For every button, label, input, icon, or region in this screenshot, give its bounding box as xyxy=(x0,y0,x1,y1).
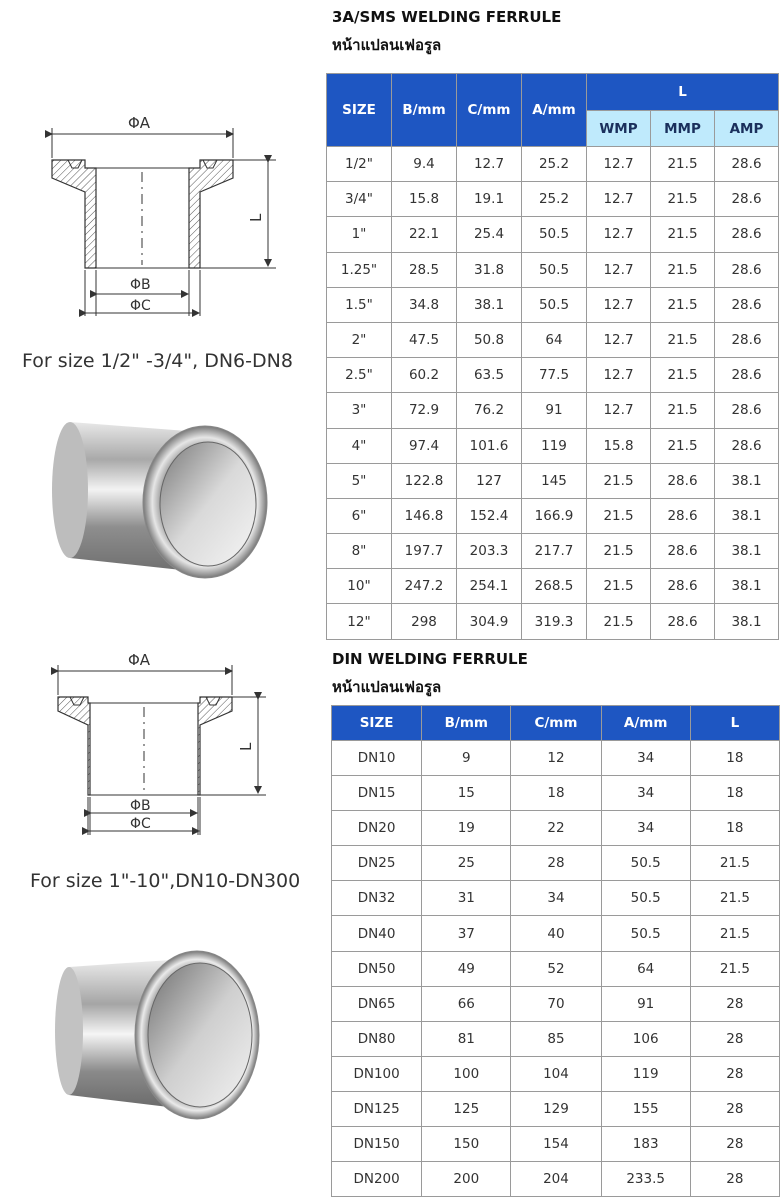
table-cell: 28.6 xyxy=(715,287,779,322)
table-cell: DN150 xyxy=(332,1127,422,1162)
table-row xyxy=(332,951,780,986)
table-row xyxy=(327,182,779,217)
table-row xyxy=(332,1021,780,1056)
table-row xyxy=(327,147,779,182)
table-cell: 28.6 xyxy=(715,322,779,357)
col-l: L xyxy=(587,74,779,111)
table-cell: 1.25" xyxy=(327,252,392,287)
col-c: C/mm xyxy=(511,706,601,741)
table-cell: DN50 xyxy=(332,951,422,986)
table-cell: 12.7 xyxy=(587,287,651,322)
table-row xyxy=(332,1091,780,1126)
table-cell: 18 xyxy=(690,741,779,776)
ferrule-photo-top xyxy=(40,410,280,600)
table-cell: 66 xyxy=(422,986,511,1021)
table-cell: 18 xyxy=(511,776,601,811)
table-cell: 91 xyxy=(522,393,587,428)
table-row xyxy=(327,252,779,287)
table-row xyxy=(332,1056,780,1091)
table-row xyxy=(332,776,780,811)
sms-table-body xyxy=(327,147,779,640)
table-cell: 63.5 xyxy=(457,358,522,393)
din-ferrule-table xyxy=(331,705,780,1197)
table-cell: 34 xyxy=(601,811,690,846)
table-cell: 152.4 xyxy=(457,498,522,533)
table-cell: 197.7 xyxy=(392,534,457,569)
label-a-bottom: ΦA xyxy=(128,651,151,669)
col-b: B/mm xyxy=(392,74,457,147)
table-row xyxy=(327,569,779,604)
table-cell: 28.6 xyxy=(715,428,779,463)
table-cell: 28 xyxy=(690,1056,779,1091)
table-cell: 28.6 xyxy=(715,182,779,217)
table-row xyxy=(332,916,780,951)
table-cell: 50.5 xyxy=(601,881,690,916)
section1-subtitle: หน้าแปลนเฟอรูล xyxy=(332,36,442,54)
table-cell: 21.5 xyxy=(651,287,715,322)
table-cell: 22.1 xyxy=(392,217,457,252)
label-b-top: ΦB xyxy=(130,277,151,293)
table-cell: 21.5 xyxy=(651,252,715,287)
table-cell: 47.5 xyxy=(392,322,457,357)
table-cell: 298 xyxy=(392,604,457,639)
table-cell: 254.1 xyxy=(457,569,522,604)
col-mmp: MMP xyxy=(651,111,715,147)
table-cell: 38.1 xyxy=(715,498,779,533)
table-cell: 34 xyxy=(601,776,690,811)
table-cell: 28.6 xyxy=(715,217,779,252)
table-cell: 50.5 xyxy=(601,846,690,881)
label-b-bottom: ΦB xyxy=(130,798,151,814)
table-row xyxy=(327,463,779,498)
table-row xyxy=(327,322,779,357)
table-cell: 81 xyxy=(422,1021,511,1056)
table-cell: 12.7 xyxy=(587,147,651,182)
table-cell: 19.1 xyxy=(457,182,522,217)
table-cell: 28 xyxy=(690,1162,779,1197)
table-cell: 304.9 xyxy=(457,604,522,639)
table-cell: 76.2 xyxy=(457,393,522,428)
table-cell: 21.5 xyxy=(651,182,715,217)
table-cell: 18 xyxy=(690,776,779,811)
table-row xyxy=(327,358,779,393)
table-cell: 12" xyxy=(327,604,392,639)
table-cell: 15.8 xyxy=(392,182,457,217)
table-cell: 38.1 xyxy=(715,463,779,498)
table-cell: 12.7 xyxy=(587,182,651,217)
table-cell: 28.6 xyxy=(651,534,715,569)
table-cell: 21.5 xyxy=(651,322,715,357)
table-cell: 150 xyxy=(422,1127,511,1162)
table-cell: 25.2 xyxy=(522,147,587,182)
table-cell: 28.6 xyxy=(715,358,779,393)
table-cell: 19 xyxy=(422,811,511,846)
table-cell: 106 xyxy=(601,1021,690,1056)
table-cell: 91 xyxy=(601,986,690,1021)
table-cell: 12.7 xyxy=(587,252,651,287)
col-amp: AMP xyxy=(715,111,779,147)
table-row xyxy=(327,428,779,463)
table-cell: DN20 xyxy=(332,811,422,846)
table-cell: 233.5 xyxy=(601,1162,690,1197)
table-cell: 125 xyxy=(422,1091,511,1126)
table-cell: 217.7 xyxy=(522,534,587,569)
table-cell: 21.5 xyxy=(651,217,715,252)
table-cell: 85 xyxy=(511,1021,601,1056)
table-row xyxy=(332,881,780,916)
table-cell: 38.1 xyxy=(715,604,779,639)
table-cell: 183 xyxy=(601,1127,690,1162)
table-cell: 319.3 xyxy=(522,604,587,639)
table-cell: DN200 xyxy=(332,1162,422,1197)
table-cell: 21.5 xyxy=(690,881,779,916)
table-cell: 3/4" xyxy=(327,182,392,217)
drawing-top xyxy=(40,110,290,330)
table-cell: 12.7 xyxy=(587,358,651,393)
table-cell: 12 xyxy=(511,741,601,776)
table-cell: 28 xyxy=(690,1021,779,1056)
table-cell: 247.2 xyxy=(392,569,457,604)
table-cell: 1" xyxy=(327,217,392,252)
table-cell: 21.5 xyxy=(651,393,715,428)
table-row xyxy=(327,217,779,252)
table-cell: 1.5" xyxy=(327,287,392,322)
table-cell: 64 xyxy=(601,951,690,986)
table-cell: 38.1 xyxy=(715,534,779,569)
table-cell: 166.9 xyxy=(522,498,587,533)
table-cell: 12.7 xyxy=(457,147,522,182)
table-cell: 28.6 xyxy=(651,498,715,533)
table-cell: 25.2 xyxy=(522,182,587,217)
table-cell: 52 xyxy=(511,951,601,986)
table-cell: 50.5 xyxy=(522,217,587,252)
table-cell: 38.1 xyxy=(457,287,522,322)
table-cell: 38.1 xyxy=(715,569,779,604)
table-cell: 64 xyxy=(522,322,587,357)
table-cell: 28.6 xyxy=(651,463,715,498)
table-cell: DN25 xyxy=(332,846,422,881)
label-l-top: L xyxy=(247,213,265,222)
table-cell: 122.8 xyxy=(392,463,457,498)
table-cell: 21.5 xyxy=(587,463,651,498)
table-cell: 12.7 xyxy=(587,322,651,357)
table-cell: 101.6 xyxy=(457,428,522,463)
table-row xyxy=(327,534,779,569)
table-cell: 28 xyxy=(690,986,779,1021)
table-cell: 129 xyxy=(511,1091,601,1126)
table-cell: 203.3 xyxy=(457,534,522,569)
col-c: C/mm xyxy=(457,74,522,147)
table-cell: DN65 xyxy=(332,986,422,1021)
drawing-bottom xyxy=(48,645,278,845)
table-cell: 40 xyxy=(511,916,601,951)
table-cell: 154 xyxy=(511,1127,601,1162)
table-cell: 3" xyxy=(327,393,392,428)
table-cell: 28.6 xyxy=(651,604,715,639)
table-row xyxy=(327,287,779,322)
table-row xyxy=(332,811,780,846)
table-cell: 5" xyxy=(327,463,392,498)
table-cell: 50.5 xyxy=(522,287,587,322)
table-cell: 28.6 xyxy=(715,147,779,182)
table-cell: 204 xyxy=(511,1162,601,1197)
table-cell: 21.5 xyxy=(651,147,715,182)
table-cell: 60.2 xyxy=(392,358,457,393)
section1-title: 3A/SMS WELDING FERRULE xyxy=(332,8,562,26)
table-cell: 18 xyxy=(690,811,779,846)
table-cell: 21.5 xyxy=(690,951,779,986)
table-cell: 9 xyxy=(422,741,511,776)
table-cell: 25.4 xyxy=(457,217,522,252)
table-cell: 200 xyxy=(422,1162,511,1197)
table-cell: 50.5 xyxy=(601,916,690,951)
table-cell: 100 xyxy=(422,1056,511,1091)
table-cell: 50.5 xyxy=(522,252,587,287)
table-cell: 15.8 xyxy=(587,428,651,463)
table-cell: 9.4 xyxy=(392,147,457,182)
label-c-top: ΦC xyxy=(130,298,151,314)
table-row xyxy=(332,1162,780,1197)
table-cell: 12.7 xyxy=(587,393,651,428)
table-cell: 119 xyxy=(522,428,587,463)
table-cell: DN100 xyxy=(332,1056,422,1091)
table-cell: 97.4 xyxy=(392,428,457,463)
table-cell: 21.5 xyxy=(651,428,715,463)
table-row xyxy=(332,846,780,881)
table-cell: 21.5 xyxy=(651,358,715,393)
table-row xyxy=(327,604,779,639)
table-cell: DN40 xyxy=(332,916,422,951)
col-b: B/mm xyxy=(422,706,511,741)
table-row xyxy=(332,1127,780,1162)
table-cell: 155 xyxy=(601,1091,690,1126)
table-cell: 21.5 xyxy=(587,498,651,533)
table-row xyxy=(332,741,780,776)
table-cell: 21.5 xyxy=(587,534,651,569)
table-cell: 31 xyxy=(422,881,511,916)
table-cell: 25 xyxy=(422,846,511,881)
table-cell: 34.8 xyxy=(392,287,457,322)
col-size: SIZE xyxy=(327,74,392,147)
table-cell: 10" xyxy=(327,569,392,604)
table-cell: 77.5 xyxy=(522,358,587,393)
table-cell: 28 xyxy=(690,1127,779,1162)
table-cell: 6" xyxy=(327,498,392,533)
col-size: SIZE xyxy=(332,706,422,741)
table-cell: 127 xyxy=(457,463,522,498)
section2-subtitle: หน้าแปลนเฟอรูล xyxy=(332,678,442,696)
table-cell: 145 xyxy=(522,463,587,498)
table-cell: DN80 xyxy=(332,1021,422,1056)
table-cell: 8" xyxy=(327,534,392,569)
col-l: L xyxy=(690,706,779,741)
table-cell: 28 xyxy=(511,846,601,881)
table-cell: 15 xyxy=(422,776,511,811)
label-a-top: ΦA xyxy=(128,114,151,132)
table-cell: 28 xyxy=(690,1091,779,1126)
left-column xyxy=(0,0,320,1200)
table-cell: 2" xyxy=(327,322,392,357)
sms-ferrule-table xyxy=(326,73,779,640)
label-c-bottom: ΦC xyxy=(130,816,151,832)
table-cell: 12.7 xyxy=(587,217,651,252)
table-cell: DN10 xyxy=(332,741,422,776)
din-table-body xyxy=(332,741,780,1197)
table-cell: 104 xyxy=(511,1056,601,1091)
table-cell: DN15 xyxy=(332,776,422,811)
table-row xyxy=(327,498,779,533)
caption-top: For size 1/2" -3/4", DN6-DN8 xyxy=(22,350,293,372)
table-cell: 50.8 xyxy=(457,322,522,357)
ferrule-photo-bottom xyxy=(45,945,275,1125)
table-cell: 268.5 xyxy=(522,569,587,604)
table-cell: 21.5 xyxy=(587,569,651,604)
table-cell: 37 xyxy=(422,916,511,951)
table-cell: 4" xyxy=(327,428,392,463)
table-cell: 72.9 xyxy=(392,393,457,428)
table-cell: 28.6 xyxy=(651,569,715,604)
table-cell: DN32 xyxy=(332,881,422,916)
col-wmp: WMP xyxy=(587,111,651,147)
table-cell: 28.5 xyxy=(392,252,457,287)
table-cell: 21.5 xyxy=(587,604,651,639)
table-cell: 1/2" xyxy=(327,147,392,182)
table-cell: 49 xyxy=(422,951,511,986)
table-cell: 70 xyxy=(511,986,601,1021)
table-cell: 2.5" xyxy=(327,358,392,393)
table-cell: 22 xyxy=(511,811,601,846)
col-a: A/mm xyxy=(601,706,690,741)
col-a: A/mm xyxy=(522,74,587,147)
table-cell: 146.8 xyxy=(392,498,457,533)
caption-bottom: For size 1"-10",DN10-DN300 xyxy=(30,870,301,892)
table-cell: 21.5 xyxy=(690,846,779,881)
table-cell: 119 xyxy=(601,1056,690,1091)
table-cell: DN125 xyxy=(332,1091,422,1126)
table-cell: 31.8 xyxy=(457,252,522,287)
table-cell: 34 xyxy=(511,881,601,916)
section2-title: DIN WELDING FERRULE xyxy=(332,650,528,668)
table-row xyxy=(332,986,780,1021)
table-row xyxy=(327,393,779,428)
table-cell: 21.5 xyxy=(690,916,779,951)
table-cell: 28.6 xyxy=(715,252,779,287)
label-l-bottom: L xyxy=(237,742,255,751)
table-cell: 28.6 xyxy=(715,393,779,428)
table-cell: 34 xyxy=(601,741,690,776)
